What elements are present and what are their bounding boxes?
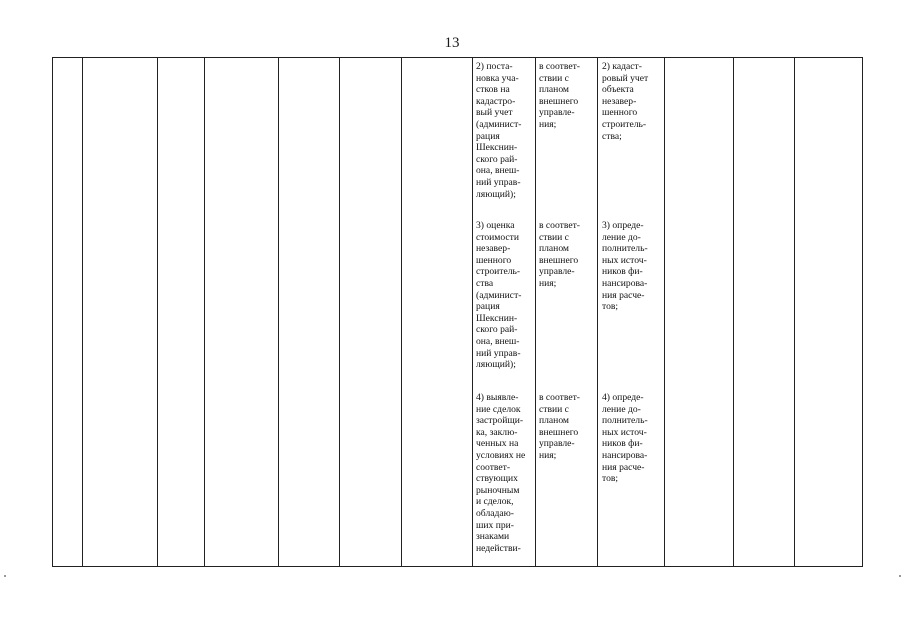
column-divider: [401, 58, 402, 566]
column-divider: [472, 58, 473, 566]
column-divider: [82, 58, 83, 566]
page-number: 13: [444, 35, 460, 51]
column-divider: [535, 58, 536, 566]
table-cell-result: 4) опреде- ление до- полнитель- ных источ- ников фи- нансирова- ния расче- тов;: [602, 392, 648, 485]
table-cell-result: 2) кадаст- ровый учет объекта незавер- шенного строитель- ства;: [602, 61, 649, 142]
column-divider: [597, 58, 598, 566]
table-cell-result: 3) опреде- ление до- полнитель- ных источ- ников фи- нансирова- ния расче- тов;: [602, 220, 648, 313]
column-divider: [157, 58, 158, 566]
scan-speck: [4, 575, 6, 577]
column-divider: [339, 58, 340, 566]
column-divider: [278, 58, 279, 566]
table-cell-deadline: в соответ- ствии с планом внешнего управле- ния;: [539, 220, 580, 289]
column-divider: [794, 58, 795, 566]
document-table: [52, 57, 863, 567]
table-cell-action: 3) оценка стоимости незавер- шенного строитель- ства (админист- рация Шекснин- ского рай- она, внеш- ний управ- ляющий);: [476, 220, 522, 371]
table-cell-deadline: в соответ- ствии с планом внешнего управле- ния;: [539, 61, 580, 130]
table-cell-action: 2) поста- новка уча- стков на кадастро- вый учет (админист- рация Шекснин- ского рай- она, внеш- ний управ- ляющий);: [476, 61, 522, 200]
column-divider: [204, 58, 205, 566]
column-divider: [664, 58, 665, 566]
column-divider: [733, 58, 734, 566]
table-cell-deadline: в соответ- ствии с планом внешнего управле- ния;: [539, 392, 580, 461]
table-cell-action: 4) выявле- ние сделок застройщи- ка, заклю- ченных на условиях не соответ- ствующих рыночным и сделок, обладаю- ших при- знаками недействи-: [476, 392, 526, 554]
scan-speck: [899, 575, 901, 577]
